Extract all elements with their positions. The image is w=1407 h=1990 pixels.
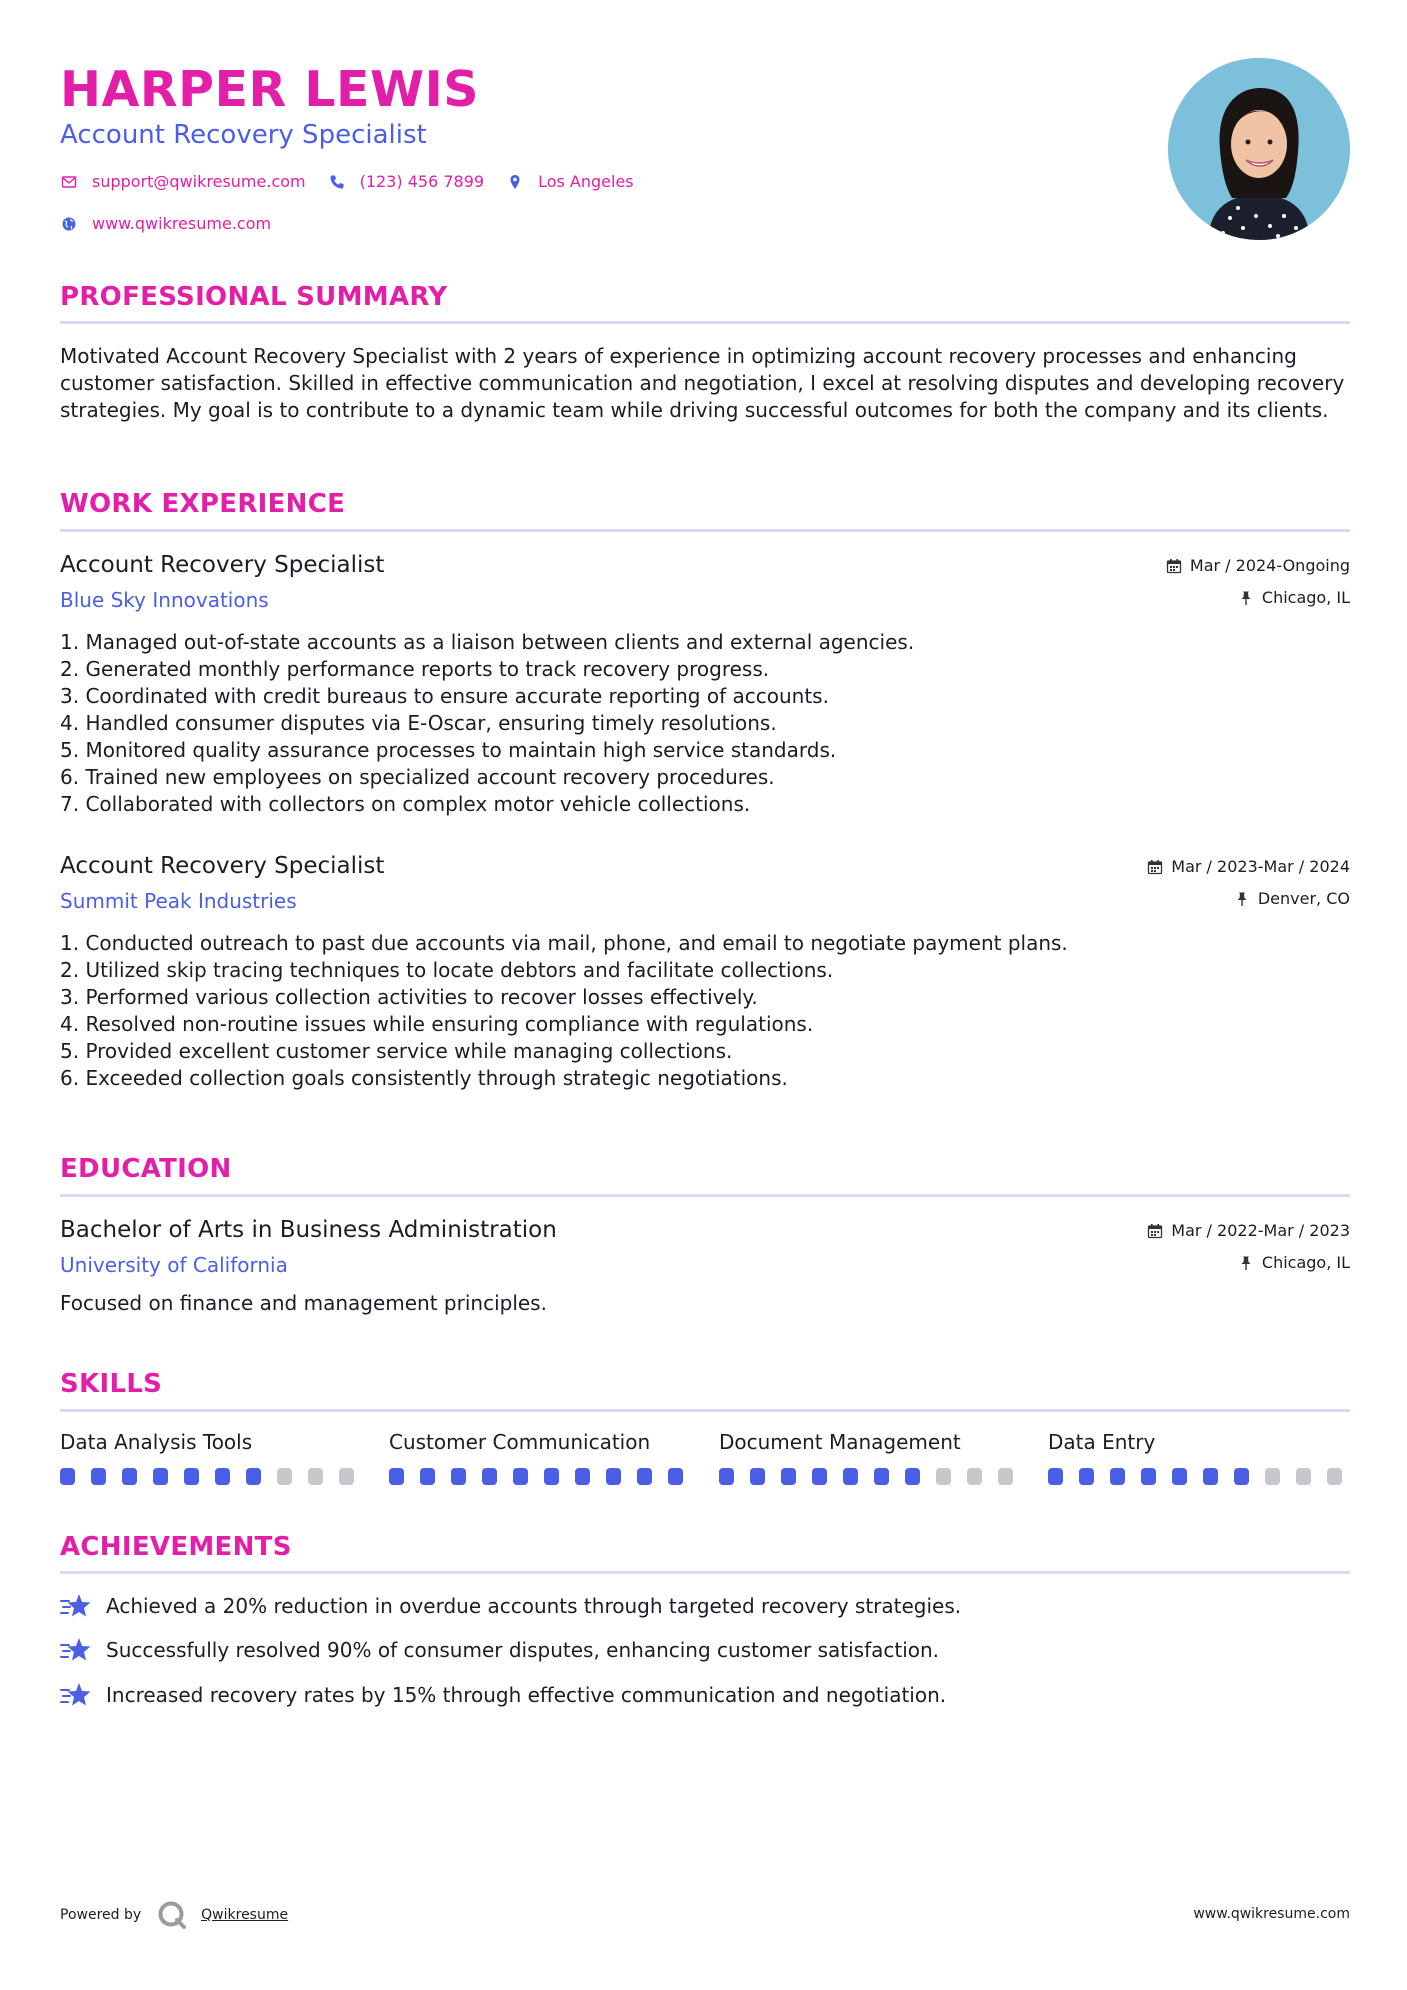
- pin-icon: [1238, 1255, 1254, 1271]
- contact-email[interactable]: [60, 172, 306, 191]
- achievement-text: Increased recovery rates by 15% through effective communication and negotiation.: [106, 1683, 947, 1707]
- skill-dot-filled: [1110, 1468, 1125, 1485]
- skill-dot-filled: [482, 1468, 497, 1485]
- list-item: 4. Resolved non-routine issues while ensuring compliance with regulations.: [60, 1012, 814, 1036]
- list-item: 5. Provided excellent customer service while managing collections.: [60, 1039, 733, 1063]
- skill-dot-empty: [936, 1468, 951, 1485]
- skill-dot-empty: [339, 1468, 354, 1485]
- candidate-name: HARPER LEWIS: [60, 61, 480, 118]
- skill-dot-filled: [637, 1468, 652, 1485]
- section-divider: [60, 321, 1350, 324]
- skill-item: [719, 1428, 1019, 1456]
- section-title-summary: PROFESSIONAL SUMMARY: [60, 282, 448, 312]
- list-item: 1. Managed out-of-state accounts as a liaison between clients and external agencies.: [60, 630, 915, 654]
- skill-dot-filled: [905, 1468, 920, 1485]
- education-location-text: Chicago, IL: [1261, 1253, 1350, 1272]
- skill-dot-filled: [719, 1468, 734, 1485]
- star-icon: [60, 1636, 92, 1664]
- globe-icon: [60, 215, 78, 233]
- list-item: 7. Collaborated with collectors on complex motor vehicle collections.: [60, 792, 751, 816]
- job-location: [1238, 588, 1350, 607]
- job-entry-header: [60, 550, 1350, 620]
- skill-dot-filled: [843, 1468, 858, 1485]
- skill-dot-empty: [998, 1468, 1013, 1485]
- achievement-item: [60, 1681, 946, 1709]
- job-role: Account Recovery Specialist: [60, 853, 385, 879]
- skill-dot-filled: [1203, 1468, 1218, 1485]
- skill-dot-filled: [215, 1468, 230, 1485]
- skill-dot-filled: [781, 1468, 796, 1485]
- skill-dot-filled: [606, 1468, 621, 1485]
- school-name: University of California: [60, 1253, 288, 1277]
- achievement-item: [60, 1636, 939, 1664]
- degree-title: Bachelor of Arts in Business Administration: [60, 1217, 557, 1243]
- contact-location: [506, 172, 634, 191]
- candidate-title: Account Recovery Specialist: [60, 120, 427, 150]
- skill-dot-filled: [60, 1468, 75, 1485]
- calendar-icon: [1147, 859, 1163, 875]
- skill-dot-filled: [575, 1468, 590, 1485]
- job-location: [1234, 889, 1350, 908]
- job-entry-header: [60, 851, 1350, 921]
- skill-dot-empty: [277, 1468, 292, 1485]
- section-divider: [60, 529, 1350, 532]
- job-company: Summit Peak Industries: [60, 889, 297, 913]
- qwikresume-logo-icon: [157, 1900, 187, 1930]
- map-marker-icon: [506, 173, 524, 191]
- education-entry-header: [60, 1215, 1350, 1285]
- phone-icon: [328, 173, 346, 191]
- envelope-icon: [60, 173, 78, 191]
- section-title-experience: WORK EXPERIENCE: [60, 489, 346, 519]
- job-bullets: [60, 930, 1350, 1092]
- achievement-text: Achieved a 20% reduction in overdue accounts through targeted recovery strategies.: [106, 1594, 962, 1618]
- section-divider: [60, 1409, 1350, 1412]
- star-icon: [60, 1592, 92, 1620]
- star-icon: [60, 1681, 92, 1709]
- list-item: 6. Trained new employees on specialized account recovery procedures.: [60, 765, 775, 789]
- job-dates-text: Mar / 2024-Ongoing: [1189, 556, 1350, 575]
- job-dates: [1166, 556, 1350, 575]
- skill-dot-filled: [513, 1468, 528, 1485]
- location-text: Los Angeles: [538, 172, 634, 191]
- skill-dot-filled: [420, 1468, 435, 1485]
- contact-website[interactable]: [60, 214, 271, 233]
- profile-photo: [1168, 58, 1350, 240]
- achievement-item: [60, 1592, 961, 1620]
- education-dates-text: Mar / 2022-Mar / 2023: [1171, 1221, 1350, 1240]
- footer-website[interactable]: www.qwikresume.com: [1193, 1906, 1350, 1922]
- job-dates: [1147, 857, 1350, 876]
- powered-by-label: Powered by: [60, 1907, 142, 1923]
- job-dates-text: Mar / 2023-Mar / 2024: [1171, 857, 1350, 876]
- section-divider: [60, 1194, 1350, 1197]
- skill-dot-empty: [1327, 1468, 1342, 1485]
- section-title-skills: SKILLS: [60, 1369, 163, 1399]
- skill-dot-empty: [1265, 1468, 1280, 1485]
- calendar-icon: [1166, 558, 1182, 574]
- pin-icon: [1238, 590, 1254, 606]
- skill-dot-filled: [1172, 1468, 1187, 1485]
- section-title-achievements: ACHIEVEMENTS: [60, 1532, 292, 1562]
- skill-dot-filled: [389, 1468, 404, 1485]
- skill-item: [1048, 1428, 1348, 1456]
- skill-dot-empty: [1296, 1468, 1311, 1485]
- list-item: 2. Utilized skip tracing techniques to locate debtors and facilitate collections.: [60, 958, 834, 982]
- skill-dot-filled: [1048, 1468, 1063, 1485]
- job-location-text: Denver, CO: [1257, 889, 1350, 908]
- education-note: Focused on finance and management principles.: [60, 1291, 547, 1315]
- footer-powered-by: [60, 1900, 288, 1930]
- job-location-text: Chicago, IL: [1261, 588, 1350, 607]
- education-location: [1238, 1253, 1350, 1272]
- skill-item: [389, 1428, 689, 1456]
- calendar-icon: [1147, 1223, 1163, 1239]
- skill-dot-empty: [308, 1468, 323, 1485]
- section-divider: [60, 1571, 1350, 1574]
- skill-dot-filled: [153, 1468, 168, 1485]
- skill-dot-filled: [750, 1468, 765, 1485]
- skill-dot-filled: [1234, 1468, 1249, 1485]
- skill-dot-filled: [246, 1468, 261, 1485]
- skill-dot-filled: [91, 1468, 106, 1485]
- phone-text: (123) 456 7899: [359, 172, 485, 191]
- pin-icon: [1234, 891, 1250, 907]
- skill-name: Data Analysis Tools: [60, 1430, 253, 1454]
- list-item: 6. Exceeded collection goals consistently through strategic negotiations.: [60, 1066, 788, 1090]
- skill-dot-filled: [1079, 1468, 1094, 1485]
- list-item: 5. Monitored quality assurance processes to maintain high service standards.: [60, 738, 837, 762]
- website-text: www.qwikresume.com: [92, 214, 272, 233]
- skill-dot-filled: [1141, 1468, 1156, 1485]
- skill-dot-empty: [967, 1468, 982, 1485]
- list-item: 4. Handled consumer disputes via E-Oscar, ensuring timely resolutions.: [60, 711, 777, 735]
- job-role: Account Recovery Specialist: [60, 552, 385, 578]
- job-bullets: [60, 629, 1350, 818]
- skill-dot-filled: [122, 1468, 137, 1485]
- list-item: 3. Performed various collection activities to recover losses effectively.: [60, 985, 758, 1009]
- skill-dot-filled: [184, 1468, 199, 1485]
- contact-phone[interactable]: [328, 172, 484, 191]
- list-item: 2. Generated monthly performance reports to track recovery progress.: [60, 657, 770, 681]
- skill-name: Customer Communication: [389, 1430, 651, 1454]
- skill-dot-filled: [668, 1468, 683, 1485]
- summary-text: Motivated Account Recovery Specialist with 2 years of experience in optimizing account recovery processes and enhancing customer satisfaction. Skilled in effective communication and negotiation, I excel at resolving disputes and developing recovery strategies. My goal is to contribute to a dynamic team while driving successful outcomes for both the company and its clients.: [60, 344, 1345, 422]
- achievement-text: Successfully resolved 90% of consumer disputes, enhancing customer satisfaction.: [106, 1638, 940, 1662]
- contact-row-web: [60, 214, 293, 233]
- job-company: Blue Sky Innovations: [60, 588, 269, 612]
- skill-dot-filled: [874, 1468, 889, 1485]
- skill-name: Document Management: [719, 1430, 961, 1454]
- email-text: support@qwikresume.com: [92, 172, 306, 191]
- contact-row: [60, 172, 656, 191]
- skill-dot-filled: [451, 1468, 466, 1485]
- list-item: 3. Coordinated with credit bureaus to ensure accurate reporting of accounts.: [60, 684, 829, 708]
- qwikresume-link[interactable]: Qwikresume: [201, 1907, 289, 1923]
- skills-list: [60, 1428, 1350, 1488]
- skill-dot-filled: [812, 1468, 827, 1485]
- list-item: 1. Conducted outreach to past due accounts via mail, phone, and email to negotiate payment plans.: [60, 931, 1068, 955]
- education-dates: [1147, 1221, 1350, 1240]
- section-title-education: EDUCATION: [60, 1154, 232, 1184]
- skill-name: Data Entry: [1048, 1430, 1156, 1454]
- skill-item: [60, 1428, 360, 1456]
- skill-dot-filled: [544, 1468, 559, 1485]
